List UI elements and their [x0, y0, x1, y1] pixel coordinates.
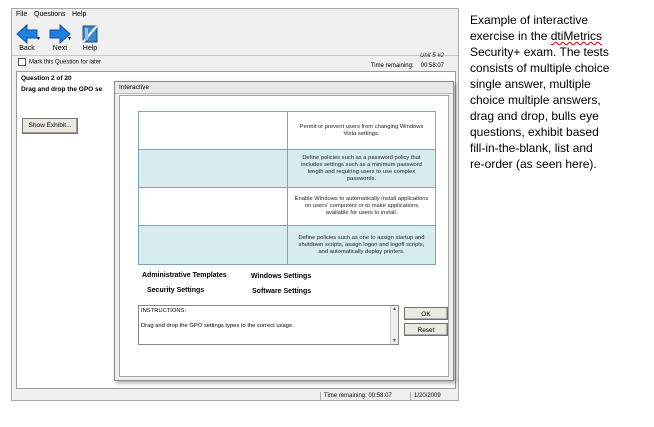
- caption-line: consists of multiple choice: [470, 61, 610, 75]
- drag-item-windows-settings[interactable]: Windows Settings: [251, 273, 312, 280]
- caption-line-start: exercise in the: [470, 29, 551, 43]
- ok-button[interactable]: OK: [404, 307, 448, 320]
- back-dropdown-icon[interactable]: ▾: [37, 36, 41, 42]
- drop-target-slot[interactable]: [139, 188, 288, 225]
- scroll-up-icon[interactable]: ▲: [392, 306, 397, 312]
- toolbar: [12, 22, 458, 54]
- toolbar-divider: [12, 55, 458, 56]
- drag-item-security-settings[interactable]: Security Settings: [147, 287, 205, 294]
- menu-file[interactable]: File: [16, 11, 28, 18]
- back-label: Back: [19, 45, 35, 52]
- time-remaining-top: [371, 63, 444, 69]
- back-arrow-icon: [16, 24, 41, 44]
- usage-description: Define policies such as a password policy that includes settings such as a minimum password length and requiring users to use complex passwords.: [301, 154, 422, 182]
- status-bar: [12, 391, 458, 401]
- instructions-box[interactable]: [138, 305, 399, 345]
- next-dropdown-icon[interactable]: ▾: [68, 36, 72, 42]
- caption-line: fill-in-the-blank, list and: [470, 141, 593, 155]
- dialog-title: Interactive: [115, 82, 453, 94]
- instructions-heading: INSTRUCTIONS:: [141, 308, 187, 314]
- dialog-body: [119, 95, 449, 377]
- usage-description: Define policies such as one to assign startup and shutdown scripts, assign logon and logoff scripts, and automatically deploy printers.: [298, 234, 425, 255]
- reset-button[interactable]: Reset: [404, 323, 448, 336]
- drag-item-administrative-templates[interactable]: Administrative Templates: [142, 272, 227, 279]
- interactive-dialog: [114, 81, 454, 381]
- menu-questions[interactable]: Questions: [34, 11, 66, 18]
- mark-question-label: Mark this Question for later: [29, 59, 102, 66]
- drag-item-software-settings[interactable]: Software Settings: [252, 288, 312, 295]
- time-remaining-label: Time remaining:: [370, 63, 414, 69]
- caption-line: questions, exhibit based: [470, 125, 599, 139]
- drop-target-grid: [138, 111, 436, 265]
- usage-description: Enable Windows to automatically install applications on users' computers or to make applications available for users to install.: [294, 196, 429, 216]
- grid-row: [139, 188, 435, 226]
- help-label: Help: [82, 45, 98, 52]
- time-remaining-value: 00:58:07: [420, 63, 444, 69]
- help-button[interactable]: [75, 22, 105, 54]
- drop-target-slot[interactable]: [139, 226, 288, 264]
- help-book-icon: [80, 24, 100, 44]
- caption-line: choice multiple answers,: [470, 93, 601, 107]
- mark-question-checkbox-row[interactable]: [18, 58, 101, 66]
- status-date: 1/20/2009: [410, 392, 441, 401]
- drop-target-slot[interactable]: [139, 112, 288, 149]
- usage-description: Permit or prevent users from changing Windows Vista settings.: [299, 123, 424, 137]
- caption-line: [470, 28, 650, 44]
- caption-text: [470, 12, 650, 172]
- exam-app-window: [11, 8, 459, 401]
- status-time-remaining: Time remaining: 00:58:07: [320, 392, 392, 401]
- caption-product-name: dtiMetrics: [550, 29, 603, 43]
- caption-line: single answer, multiple: [470, 77, 591, 91]
- drop-target-slot[interactable]: [139, 150, 288, 187]
- grid-row: [139, 150, 435, 188]
- next-label: Next: [52, 45, 68, 52]
- caption-line: Security+ exam. The tests: [470, 45, 609, 59]
- instructions-scrollbar[interactable]: [390, 306, 398, 344]
- caption-line: Example of interactive: [470, 13, 589, 27]
- question-number: Question 2 of 20: [21, 75, 72, 82]
- scroll-down-icon[interactable]: ▼: [392, 338, 397, 344]
- show-exhibit-button[interactable]: Show Exhibit...: [22, 118, 78, 134]
- caption-line: re-order (as seen here).: [470, 157, 597, 171]
- unit-indicator: Unit 5 #2: [419, 53, 444, 59]
- menu-help[interactable]: Help: [72, 11, 87, 18]
- mark-question-checkbox[interactable]: [18, 58, 26, 66]
- grid-row: [139, 112, 435, 150]
- instructions-text: Drag and drop the GPO settings types to the correct usage.: [141, 323, 294, 329]
- question-text: Drag and drop the GPO se: [21, 86, 103, 93]
- grid-row: [139, 226, 435, 264]
- caption-line: drag and drop, bulls eye: [470, 109, 599, 123]
- menu-bar: [12, 9, 458, 21]
